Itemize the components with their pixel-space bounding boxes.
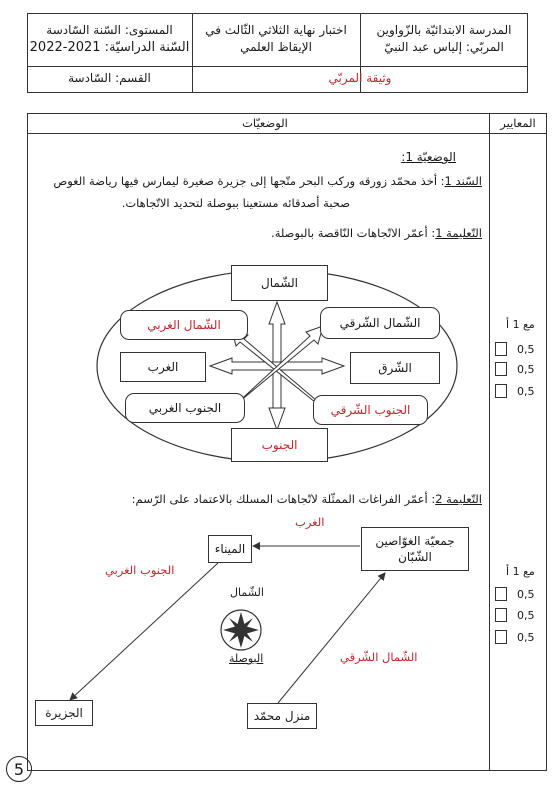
compass-west-box: الغرب [120, 352, 206, 382]
compass-northwest-box: الشّمال الغربي [120, 310, 248, 340]
score-checkbox[interactable] [495, 342, 507, 356]
score-checkbox[interactable] [495, 608, 507, 622]
level-info: المستوى: السّنة السّادسة السّنة الدراسيّة: 2021-2022 [29, 23, 190, 55]
compass-southwest-box: الجنوب الغربي [125, 393, 245, 423]
score-row: 0,5 [495, 384, 535, 398]
exam-title: اختبار نهاية الثلاثي الثّالث في الإيقاظ العلمي [205, 23, 347, 54]
score-checkbox[interactable] [495, 384, 507, 398]
support-text-line-2: صحبة أصدقائه مستعينا ببوصلة لتحديد الاتّجاهات. [121, 196, 350, 210]
instruction-2: التّعليمة 2: أعمّر الفراغات الممثّلة لاتّجاهات المسلك بالاعتماد على الرّسم: [131, 492, 482, 506]
score-criterion-1: مع 1 أ [506, 318, 535, 331]
score-criterion-1-b: مع 1 أ [506, 565, 535, 578]
support-text: السّند 1: أخذ محمّد زورقه وركب البحر متّجها إلى جزيرة صغيرة ليمارس فيها رياضة الغوص [53, 174, 482, 188]
route-port-to-island [70, 563, 218, 700]
map-house-box: منزل محمّد [247, 703, 317, 729]
map-island-box: الجزيرة [35, 700, 93, 726]
score-checkbox[interactable] [495, 630, 507, 644]
section-name: القسم: السّادسة [68, 71, 151, 85]
small-compass-name: البوصلة [229, 652, 264, 665]
small-compass [221, 610, 261, 650]
score-row: 0,5 [495, 342, 535, 356]
compass-southeast-box: الجنوب الشّرقي [313, 395, 428, 425]
column-header-criteria: المعايير [500, 116, 536, 130]
map-port-box: الميناء [208, 535, 252, 563]
column-header-situations: الوضعيّات [242, 116, 288, 130]
page-number: 5 [6, 756, 32, 782]
compass-northeast-box: الشّمال الشّرقي [320, 307, 440, 339]
small-compass-north-label: الشّمال [230, 586, 264, 599]
instruction-1: التّعليمة 1: أعمّر الاتّجاهات النّاقصة بالبوصلة. [271, 226, 482, 240]
compass-south-box: الجنوب [231, 428, 328, 462]
score-row: 0,5 [495, 630, 535, 644]
map-label-southwest: الجنوب الغربي [105, 563, 175, 577]
score-checkbox[interactable] [495, 587, 507, 601]
route-house-to-club [278, 573, 385, 703]
school-name: المدرسة الابتدائيّة بالزّواوين المربّي: إلياس عبد النبيّ [376, 23, 512, 54]
map-label-northeast: الشّمال الشّرقي [340, 650, 418, 664]
score-row: 0,5 [495, 608, 535, 622]
compass-east-box: الشّرق [350, 352, 440, 384]
document-type: وثيقة المربّي [328, 71, 392, 85]
score-row: 0,5 [495, 587, 535, 601]
map-label-west: الغرب [295, 515, 325, 529]
map-club-box: جمعيّة الغوّاصين الشّبّان [361, 527, 469, 571]
score-row: 0,5 [495, 362, 535, 376]
situation-title: الوضعيّة 1: [401, 150, 456, 164]
compass-north-box: الشّمال [231, 265, 328, 301]
score-checkbox[interactable] [495, 362, 507, 376]
